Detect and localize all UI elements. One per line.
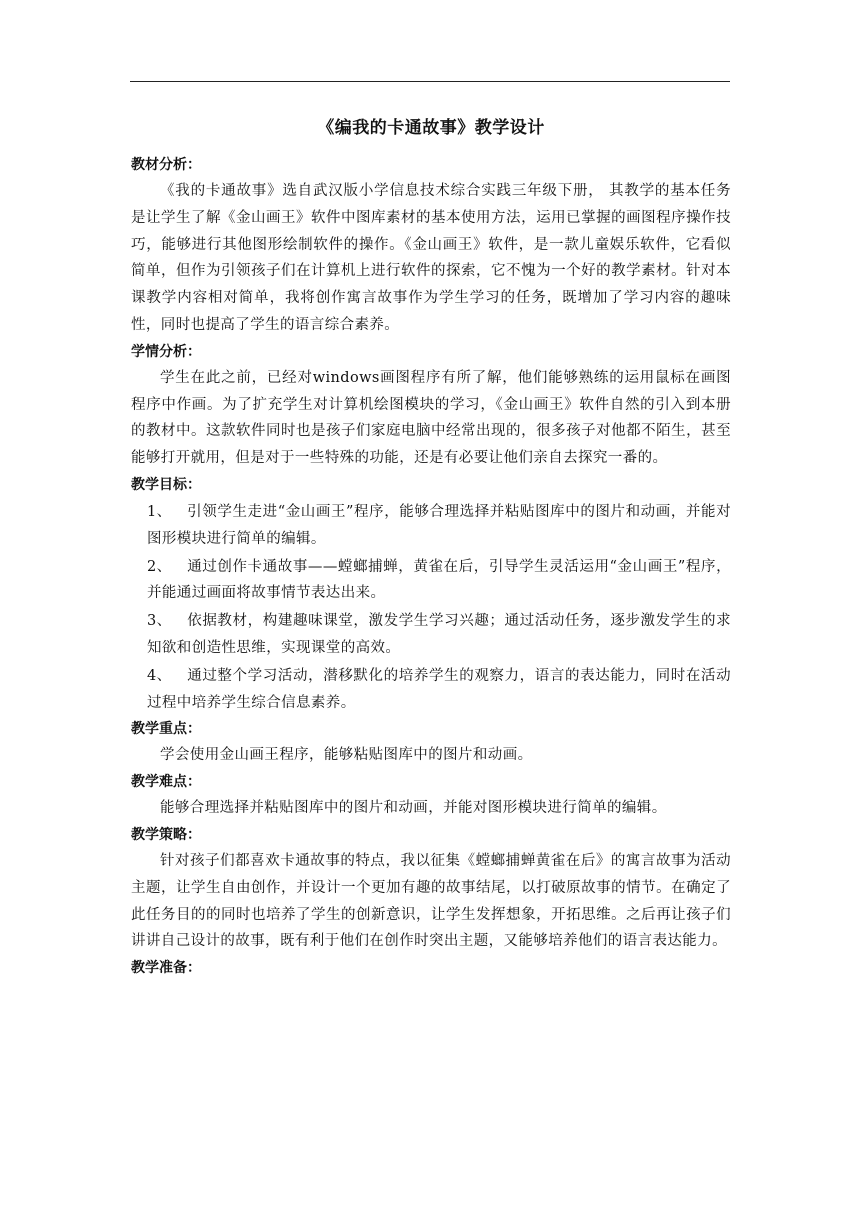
material-analysis-paragraph: 《我的卡通故事》选自武汉版小学信息技术综合实践三年级下册， 其教学的基本任务是让学生了解《金山画王》软件中图库素材的基本使用方法，运用已掌握的画图程序操作技巧，能够进行其他图形绘制软件的操作。《金山画王》软件，是一款儿童娱乐软件，它看似简单，但作为引领孩子们在计算机上进行软件的探索，它不愧为一个好的教学素材。针对本课教学内容相对简单，我将创作寓言故事作为学生学习的任务，既增加了学习内容的趣味性，同时也提高了学生的语言综合素养。: [131, 183, 731, 333]
objective-text: 通过整个学习活动，潜移默化的培养学生的观察力，语言的表达能力，同时在活动过程中培养学生综合信息素养。: [147, 667, 731, 711]
objective-number: 2、: [147, 558, 172, 575]
header-rule: [130, 81, 730, 82]
strategy-paragraph: 针对孩子们都喜欢卡通故事的特点，我以征集《螳螂捕蝉黄雀在后》的寓言故事为活动主题，让学生自由创作，并设计一个更加有趣的故事结尾，以打破原故事的情节。在确定了此任务目的的同时也培养了学生的创新意识，让学生发挥想象，开拓思维。之后再让孩子们讲讲自己设计的故事，既有利于他们在创作时突出主题，又能够培养他们的语言表达能力。: [131, 852, 731, 950]
section-heading-difficulties: 教学难点：: [131, 774, 201, 791]
objective-text: 通过创作卡通故事——螳螂捕蝉，黄雀在后，引导学生灵活运用“金山画王”程序，并能通过画面将故事情节表达出来。: [147, 558, 731, 602]
objective-item: [131, 499, 731, 553]
objective-item: [131, 554, 731, 608]
objective-number: 1、: [147, 503, 172, 520]
section-heading-learner-analysis: 学情分析：: [131, 343, 201, 360]
objective-item: [131, 663, 731, 717]
difficulties-paragraph: 能够合理选择并粘贴图库中的图片和动画，并能对图形模块进行简单的编辑。: [160, 800, 667, 817]
objective-item: [131, 608, 731, 662]
learner-analysis-paragraph: 学生在此之前，已经对windows画图程序有所了解，他们能够熟练的运用鼠标在画图程序中作画。为了扩充学生对计算机绘图模块的学习，《金山画王》软件自然的引入到本册的教材中。这款软件同时也是孩子们家庭电脑中经常出现的，很多孩子对他都不陌生，甚至能够打开就用，但是对于一些特殊的功能，还是有必要让他们亲自去探究一番的。: [131, 369, 731, 467]
objective-number: 4、: [147, 667, 172, 684]
document-title: 《编我的卡通故事》教学设计: [317, 118, 545, 138]
document-body: [131, 116, 731, 981]
objective-number: 3、: [147, 613, 172, 630]
section-heading-objectives: 教学目标：: [131, 476, 201, 493]
section-heading-material-analysis: 教材分析：: [131, 157, 201, 173]
key-points-paragraph: 学会使用金山画王程序，能够粘贴图库中的图片和动画。: [160, 747, 533, 764]
objective-text: 依据教材，构建趣味课堂，激发学生学习兴趣；通过活动任务，逐步激发学生的求知欲和创造性思维，实现课堂的高效。: [147, 613, 731, 656]
section-heading-key-points: 教学重点：: [131, 721, 201, 738]
section-heading-strategy: 教学策略：: [131, 826, 201, 843]
section-heading-preparation: 教学准备：: [131, 960, 201, 977]
objective-text: 引领学生走进“金山画王”程序，能够合理选择并粘贴图库中的图片和动画，并能对图形模块进行简单的编辑。: [147, 503, 731, 547]
